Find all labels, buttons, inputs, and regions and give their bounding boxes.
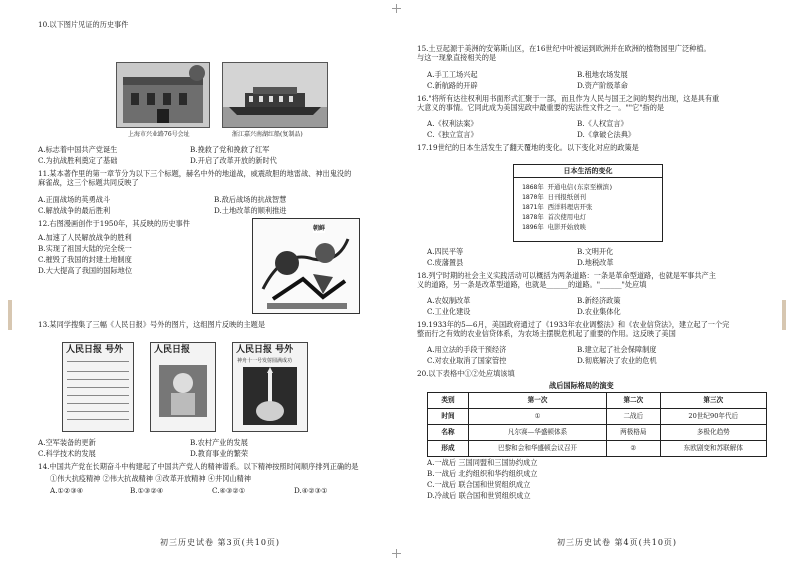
- q14-stem: 14.中国共产党在长期奋斗中构建起了中国共产党人的精神谱系。以下精神按照时间顺序排列正确的是: [38, 462, 359, 471]
- table-cell: ②: [607, 441, 661, 457]
- rocket-launch-photo: [243, 367, 297, 425]
- q20-stem: 20.以下表格中①②处应填该填: [417, 369, 515, 378]
- q11-option-a: A.正面战场的英勇战斗: [38, 195, 111, 204]
- q17-row-4: 1878年 首次使用电灯: [522, 213, 586, 221]
- q20-table: [427, 392, 767, 457]
- q12-cartoon: [252, 218, 360, 314]
- q13-newspaper-1: [62, 342, 134, 432]
- page-4: [397, 0, 794, 562]
- q13-stem: 13.某同学搜集了三幅《人民日报》号外的图片，这组图片反映的主题是: [38, 320, 266, 329]
- table-cell: 名称: [428, 425, 469, 441]
- q17-row-1: 1868年 开通电信(东京至横滨): [522, 183, 613, 191]
- q10-caption-1: 上海市兴业路76号会址: [128, 131, 190, 138]
- q13-option-d: D.教育事业的繁荣: [190, 449, 249, 458]
- q16-stem: 16."将所有达往权利用书面形式汇聚于一部，而且作为人民与国王之间的契约出现，这是具有重 大意义的事情。它同此成为美国宪政中最重要的宪法性文件之一。""它"指的是: [417, 94, 720, 112]
- q18-option-a: A.农奴制改革: [427, 296, 471, 305]
- q17-option-d: D.地税改革: [577, 258, 614, 267]
- table-cell: 凡尔赛—华盛顿体系: [469, 425, 607, 441]
- q12-stem: 12.右图漫画创作于1950年，其反映的历史事件: [38, 219, 190, 228]
- table-row: [428, 441, 767, 457]
- q19-option-a: A.用立法的手段干预经济: [427, 345, 507, 354]
- q10-option-a: A.标志着中国共产党诞生: [38, 145, 118, 154]
- table-cell: 二战后: [607, 409, 661, 425]
- q10-caption-2: 浙江嘉兴南湖红船(复制品): [232, 131, 303, 138]
- q14-option-a: A.①②③④: [50, 486, 84, 495]
- q18-option-d: D.农业集体化: [577, 307, 621, 316]
- q15-option-a: A.手工工场兴起: [427, 70, 478, 79]
- cartoon-label: 朝鲜: [313, 225, 326, 232]
- newspaper-3-headline: 神舟十一号发射圆满成功: [237, 358, 293, 364]
- newspaper-1-masthead: 人民日报 号外: [66, 345, 124, 355]
- q18-option-b: B.新经济政策: [577, 296, 621, 305]
- q14-option-c: C.④③②①: [212, 486, 246, 495]
- q12-option-b: B.实现了祖国大陆的完全统一: [38, 244, 132, 253]
- q16-option-d: D.《拿破仑法典》: [577, 130, 636, 139]
- q13-newspaper-3: [232, 342, 308, 432]
- print-mark-right: [782, 300, 786, 330]
- q17-info-box: [513, 164, 663, 242]
- q17-option-a: A.四民平等: [427, 247, 464, 256]
- table-cell: 两极格局: [607, 425, 661, 441]
- q11-option-d: D.土地改革的顺利推进: [214, 206, 287, 215]
- table-header-cell: 第一次: [469, 393, 607, 409]
- print-mark-left: [8, 300, 12, 330]
- q12-option-a: A.加速了人民解放战争的胜利: [38, 233, 132, 242]
- q19-option-d: D.彻底解决了农业的危机: [577, 356, 657, 365]
- q20-table-title: 战后国际格局的演变: [549, 381, 614, 390]
- q16-option-b: B.《人权宣言》: [577, 119, 628, 128]
- q16-option-c: C.《独立宣言》: [427, 130, 478, 139]
- table-cell: 时间: [428, 409, 469, 425]
- q10-option-d: D.开启了改革开放的新时代: [190, 156, 277, 165]
- table-cell: 巴黎和会和华盛顿会议召开: [469, 441, 607, 457]
- q13-option-a: A.空军装备的更新: [38, 438, 96, 447]
- table-row: [428, 393, 767, 409]
- q17-row-2: 1870年 日刊报纸创刊: [522, 193, 586, 201]
- table-row: [428, 409, 767, 425]
- table-cell: 东欧剧变和苏联解体: [660, 441, 766, 457]
- q20-option-b: B.一战后 北约组织和华约组织成立: [427, 469, 538, 478]
- q15-option-b: B.租地农场发展: [577, 70, 628, 79]
- q11-option-c: C.解放战争的最后胜利: [38, 206, 111, 215]
- table-row: [428, 425, 767, 441]
- page-3-footer: 初三历史试卷 第3页(共10页): [160, 538, 281, 547]
- table-cell: 多极化趋势: [660, 425, 766, 441]
- q13-option-c: C.科学技术的发展: [38, 449, 96, 458]
- q10-photo-1: [116, 62, 210, 128]
- q11-stem: 11.某本著作里的第一章节分为以下三个标题，赫名中外的地道战，威震敌胆的地雷战、神出鬼没的 麻雀战，这三个标题共同反映了: [38, 169, 352, 187]
- table-cell: ①: [469, 409, 607, 425]
- q17-box-title: 日本生活的变化: [514, 165, 662, 178]
- crop-mark-bottom: [392, 549, 401, 558]
- q19-option-c: C.对农业取消了国家管控: [427, 356, 507, 365]
- q15-stem: 15.土豆起源于美洲的安第斯山区，在16世纪中叶被运到欧洲并在欧洲的植物园里广泛种植。 与这一现象直接相关的是: [417, 44, 711, 62]
- red-boat-photo: [223, 63, 327, 127]
- newspaper-2-masthead: 人民日报: [154, 345, 191, 355]
- newspaper-3-masthead: 人民日报 号外: [236, 345, 294, 355]
- q15-option-c: C.新航路的开辟: [427, 81, 478, 90]
- war-cartoon-image: [253, 219, 359, 313]
- q18-stem: 18.列宁时期的社会主义实践活动可以概括为两条道路：一条是革命型道路，也就是军事共产主 义的道路，另一条是改革型道路，也就是______的道路。"______"处应填: [417, 271, 716, 289]
- table-cell: 形成: [428, 441, 469, 457]
- q18-option-c: C.工业化建设: [427, 307, 471, 316]
- q14-option-b: B.①③②④: [130, 486, 164, 495]
- q13-option-b: B.农村产业的发展: [190, 438, 248, 447]
- q17-option-c: C.废藩置县: [427, 258, 464, 267]
- q20-option-d: D.冷战后 联合国和世贸组织成立: [427, 491, 531, 500]
- building-photo: [117, 63, 209, 127]
- crop-mark-top: [392, 4, 401, 13]
- q16-option-a: A.《权利法案》: [427, 119, 478, 128]
- q20-option-c: C.一战后 联合国和世贸组织成立: [427, 480, 531, 489]
- q10-option-b: B.挽救了党和挽救了红军: [190, 145, 270, 154]
- q20-option-a: A.一战后 三国同盟和三国协约成立: [427, 458, 538, 467]
- table-cell: 20世纪90年代后: [660, 409, 766, 425]
- q11-option-b: B.敌后战场的抗战智慧: [214, 195, 287, 204]
- q13-newspaper-2: [150, 342, 216, 432]
- q10-photo-2: [222, 62, 328, 128]
- table-header-cell: 类别: [428, 393, 469, 409]
- q14-items: ①伟大抗疫精神 ②伟大抗战精神 ③改革开放精神 ④井冈山精神: [50, 474, 251, 483]
- table-header-cell: 第二次: [607, 393, 661, 409]
- q12-option-d: D.大大提高了我国的国际地位: [38, 266, 133, 275]
- q19-option-b: B.建立起了社会保障制度: [577, 345, 657, 354]
- q10-option-c: C.为抗战胜利奠定了基础: [38, 156, 118, 165]
- q14-option-d: D.④②③①: [294, 486, 328, 495]
- q12-option-c: C.摧毁了我国的封建土地制度: [38, 255, 132, 264]
- q17-option-b: B.文明开化: [577, 247, 614, 256]
- q15-option-d: D.资产阶级革命: [577, 81, 628, 90]
- q10-stem: 10.以下图片见证的历史事件: [38, 20, 129, 29]
- page-4-footer: 初三历史试卷 第4页(共10页): [557, 538, 678, 547]
- q17-row-5: 1896年 电影开始放映: [522, 223, 586, 231]
- q19-stem: 19.1933年的5—6月，美国政府通过了《1933年农业调整法》和《农业信贷法》，建立起了一个完 整而行之有效的农业信贷体系，为农场主摆脱危机起了重要的作用。这反映了美国: [417, 320, 730, 338]
- table-header-cell: 第三次: [660, 393, 766, 409]
- astronaut-photo: [159, 365, 207, 417]
- q17-stem: 17.19世纪的日本生活发生了翻天覆地的变化。以下变化对应的政策是: [417, 143, 639, 152]
- q17-row-3: 1871年 西洋料理店开张: [522, 203, 593, 211]
